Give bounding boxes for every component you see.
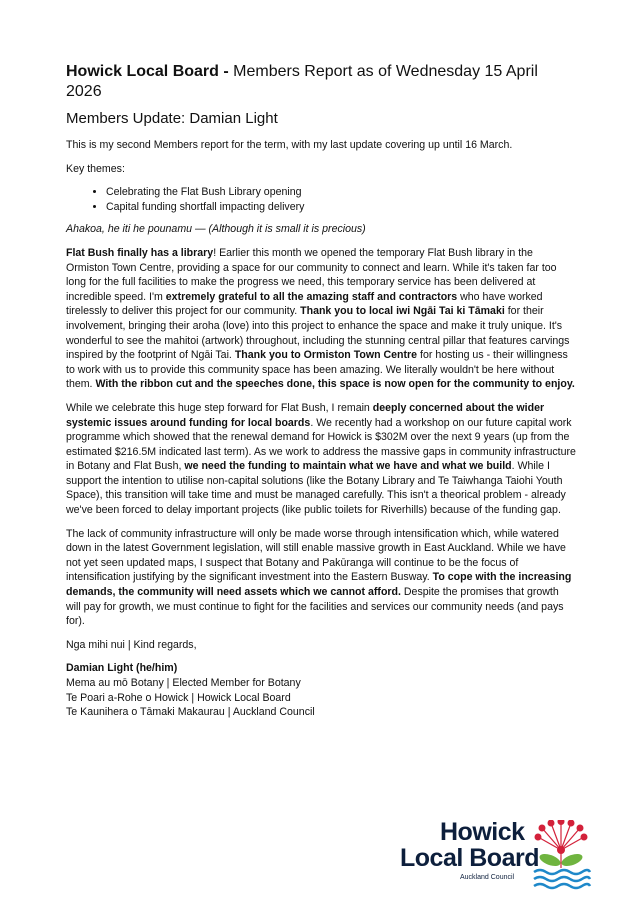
logo-line1: Howick bbox=[440, 818, 525, 846]
signature-line: Mema au mō Botany | Elected Member for Botany bbox=[66, 677, 301, 689]
bold-text: extremely grateful to all the amazing staff and contractors bbox=[165, 290, 458, 303]
bold-text: To cope with the increasing demands, the community will need assets which we cannot afford. bbox=[66, 571, 572, 599]
bold-text: Thank you to Ormiston Town Centre bbox=[234, 349, 418, 362]
signature-line: Te Kaunihera o Tāmaki Makaurau | Auckland Council bbox=[66, 706, 315, 719]
text-segment: who have worked tirelessly to deliver this project for our community. bbox=[66, 290, 543, 318]
title-board: Howick Local Board - bbox=[66, 63, 234, 80]
intro-text: This is my second Members report for the term, with my last update covering up until 16 March. bbox=[66, 139, 513, 151]
text-segment: for hosting us - their willingness to work with us to provide this community space has been amazing. We literally wouldn't be here without them. bbox=[66, 349, 568, 391]
bold-text: With the ribbon cut and the speeches done, this space is now open for the community to enjoy. bbox=[95, 378, 575, 391]
text-segment: ! Earlier this month we opened the temporary Flat Bush library in the Ormiston Town Centre, providing a space for our community to connect and learn. While it's taken far too long for the full facilities to make the progress we need, this temporary service has been delivered at incredible speed. I'm bbox=[66, 246, 557, 303]
key-themes-label: Key themes: bbox=[66, 162, 125, 175]
bold-text: we need the funding to maintain what we have and what we build bbox=[184, 460, 512, 473]
text-segment: . We recently had a workshop on our future capital work programme which showed that the renewal demand for Howick is $302M over the next 9 years (up from the estimated $216.5M indicated last term). As we work to address the massive gaps in community infrastructure in Botany and Flat Bush, bbox=[66, 416, 576, 473]
text-segment: The lack of community infrastructure will only be made worse through intensification which, while watered down in the latest Government legislation, will still enable massive growth in East Auckland. While we have not yet seen updated maps, I suspect that Botany and Pakūranga will continue to be the focus of intensification justifying by the significant investment into the Eastern Busway. bbox=[66, 527, 566, 584]
theme-item: • Celebrating the Flat Bush Library opening bbox=[106, 185, 576, 200]
bold-text: Flat Bush finally has a library bbox=[66, 246, 214, 259]
logo-line3: Auckland Council bbox=[460, 874, 515, 881]
text-segment: for their involvement, bringing their aroha (love) into this project to enhance the space and make it truly unique. It's wonderful to see the mahitoi (artwork) throughout, including the stunning central pillar that features carvings inspired by the footprint of Ngāi Tai. bbox=[66, 305, 570, 362]
report-body bbox=[66, 62, 576, 720]
signature-name-text: Damian Light (he/him) bbox=[66, 662, 178, 675]
signature-line: Te Poari a-Rohe o Howick | Howick Local Board bbox=[66, 691, 291, 704]
logo-line2: Local Board bbox=[400, 844, 539, 872]
title-date: Members Report as of Wednesday 15 April 2026 bbox=[66, 63, 538, 100]
signature-name bbox=[66, 661, 576, 676]
paragraph-library bbox=[66, 246, 576, 392]
text-segment: Despite the promises that growth will pay for growth, we must continue to fight for the facilities and services our community needs (and pays for). bbox=[66, 586, 564, 628]
themes-list bbox=[66, 185, 576, 214]
report-title bbox=[66, 62, 576, 102]
paragraph-funding bbox=[66, 401, 576, 518]
proverb: Ahakoa, he iti he pounamu — (Although it is small it is precious) bbox=[66, 223, 366, 236]
paragraph-intensification bbox=[66, 527, 576, 629]
report-subtitle: Members Update: Damian Light bbox=[66, 110, 278, 127]
pohutukawa-flower-icon bbox=[530, 820, 592, 890]
text-segment: While we celebrate this huge step forward for Flat Bush, I remain bbox=[66, 401, 373, 414]
text-segment: . While I support the intention to utilise non-capital solutions (like the Botany Library and Te Taiwhanga Taiohi Youth Space), this transition will take time and must be managed carefully. This isn't a theorical problem - already we've been forced to delay important projects (like public toilets for Riverhills) because of the funding gap. bbox=[66, 460, 566, 517]
closing: Nga mihi nui | Kind regards, bbox=[66, 638, 197, 651]
theme-item: • Capital funding shortfall impacting delivery bbox=[106, 200, 576, 215]
bold-text: deeply concerned about the wider systemic issues around funding for local boards bbox=[66, 401, 545, 429]
howick-local-board-logo bbox=[400, 818, 590, 898]
bold-text: Thank you to local iwi Ngāi Tai ki Tāmaki bbox=[300, 305, 505, 318]
